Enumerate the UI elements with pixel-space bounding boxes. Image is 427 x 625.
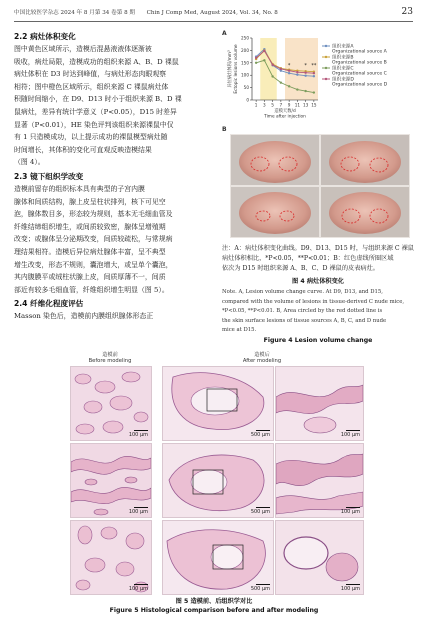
data-point (296, 74, 298, 76)
body-text-line: 积随时间缩小，在 D9、D13 时小于组织来源 B、D 裸 (14, 95, 182, 104)
body-text-line: Masson 染色后，造模前内膜组织腺体形态正 (14, 312, 154, 321)
figure-4-note-en (222, 288, 414, 336)
caption-line: *P<0.05, **P<0.01. B, Area circled by the red dotted line is (222, 308, 383, 315)
body-text-line: 增生改变，形态不规则，囊泡增大，或呈单个囊泡， (14, 260, 173, 269)
y-tick-label: 250 (241, 35, 249, 41)
after-histology-1-high (275, 366, 364, 441)
caption-line: mice at D15. (222, 327, 257, 334)
page-number: 23 (401, 7, 413, 17)
y-tick-label: 150 (241, 60, 249, 66)
data-point (255, 57, 257, 59)
mouse-photo-c (231, 187, 319, 237)
scale-label: 500 μm (250, 432, 270, 438)
body-text-line: 部近有较多毛细血管，纤维组织增生明显（图 5）。 (14, 285, 169, 294)
x-axis-title-en: Time after injection (264, 114, 306, 120)
legend-marker (325, 56, 327, 58)
data-point (313, 91, 315, 93)
body-text-line: 其内腹膜平或绒柱状腺上皮，间质厚薄不一，间质 (14, 273, 166, 282)
caption-line: 依次为 D15 时组织来源 A、B、C、D 裸鼠的皮表病灶。 (222, 265, 379, 272)
data-point (255, 62, 257, 64)
mouse-photo-grid (230, 134, 410, 238)
before-histology-2 (70, 443, 152, 518)
y-tick-label: 100 (241, 72, 249, 78)
section-2-3-title: 2.3 镜下组织学改变 (14, 171, 84, 181)
scale-label: 100 μm (340, 586, 360, 592)
x-tick-label: 11 (294, 102, 301, 108)
data-point (280, 81, 282, 83)
scale-label: 100 μm (128, 586, 148, 592)
y-tick-label: 0 (246, 97, 249, 103)
legend-label-cn: 组织来源A (332, 44, 354, 50)
body-text-line: 时间增长，其体积的变化可直观反映造模结果 (14, 145, 152, 154)
y-tick-label: 50 (243, 85, 249, 91)
after-histology-2-low (162, 443, 274, 518)
section-2-4-title: 2.4 纤维化程度评估 (14, 299, 84, 309)
legend-label-en: Organizational source B (332, 60, 387, 66)
after-label-cn: 造模后 (254, 352, 270, 358)
figure-5 (62, 351, 366, 619)
after-histology-3-low (162, 520, 274, 595)
journal-title-en: Chin J Comp Med, August 2024, Vol. 34, No. 8 (146, 10, 278, 16)
body-text-line: 相符；图中橙色区域所示，组织来源 C 裸鼠病灶体 (14, 82, 169, 91)
body-text-line: 造模前留存的组织标本具有典型的子宫内膜 (14, 184, 145, 193)
legend-label-en: Organizational source D (332, 82, 388, 88)
data-point (263, 50, 265, 52)
body-text-line: 改变；或腺体呈分泌期改变，间质较疏松，与常规病 (14, 235, 173, 244)
legend-label-en: Organizational source C (332, 71, 387, 77)
x-tick-label: 7 (279, 102, 283, 108)
mouse-photo-b (321, 135, 409, 185)
legend-label-cn: 组织来源B (332, 55, 354, 61)
mouse-photos (230, 134, 410, 238)
data-point (288, 72, 290, 74)
data-point (271, 75, 273, 77)
mouse-photo-d (321, 187, 409, 237)
x-tick-label: 13 (302, 102, 309, 108)
body-text-line: 泡，腺体数目多，形态较为规则，基本无毛细血管及 (14, 210, 173, 219)
y-tick-label: 200 (241, 47, 249, 53)
x-tick-label: 1 (254, 102, 258, 108)
caption-line: compared with the volume of lesions in tissue-derived C nude mice, (222, 298, 405, 305)
body-text-line: 理结果相符。造模后异位病灶腺体丰富，呈不典型 (14, 247, 166, 256)
figure-4 (222, 30, 414, 344)
panel-b-label: B (222, 126, 227, 133)
body-text-line: 有 1 只造模成功，以上提示成功的裸鼠模型病灶随 (14, 133, 168, 142)
figure-5-title-cn: 图 5 造模前、后组织学对比 (175, 598, 253, 605)
figure-4-title-cn: 图 4 病灶体积变化 (292, 278, 344, 285)
legend-label-en: Organizational source A (332, 49, 387, 55)
x-tick-label: 3 (263, 102, 266, 108)
data-point (304, 72, 306, 74)
after-histology-1-low (162, 366, 274, 441)
figure-4-note-cn (222, 244, 414, 274)
after-histology-2-high (275, 443, 364, 518)
body-text-line: 病灶体积在 D3 时达到峰值，与病灶形态肉眼观察 (14, 70, 167, 79)
legend-marker (325, 45, 327, 47)
caption-line: 病灶体积相比，*P<0.05，**P<0.01；B：红色虚线所圈区域 (222, 255, 394, 262)
body-text-line: 图中黄色区域所示，造模后混悬液液体逐渐被 (14, 45, 152, 53)
scale-label: 100 μm (340, 432, 360, 438)
before-label-cn: 造模前 (102, 352, 118, 358)
data-point (288, 85, 290, 87)
legend-label-cn: 组织来源C (332, 66, 354, 72)
data-point (296, 71, 298, 73)
data-point (263, 59, 265, 61)
data-point (313, 72, 315, 74)
x-axis-title-cn: 造模天数/d (274, 109, 296, 114)
data-point (280, 68, 282, 70)
y-axis-title-en: Ectopic lesions volume (234, 44, 239, 94)
after-histology-3-high (275, 520, 364, 595)
after-label-en: After modeling (242, 358, 282, 364)
panel-a-label: A (222, 30, 227, 37)
data-point (313, 75, 315, 77)
figure-5-title-en: Figure 5 Histological comparison before and after modeling (109, 607, 319, 614)
significance-mark: * (287, 63, 291, 69)
scale-label: 100 μm (128, 432, 148, 438)
journal-title-cn: 中国比较医学杂志 2024 年 8 月第 34 卷第 8 期 (14, 10, 136, 16)
data-point (304, 74, 306, 76)
x-tick-label: 5 (271, 102, 274, 108)
body-text-line: 腺体和间质结构，腺上皮呈柱状排列，核下可见空 (14, 197, 166, 206)
data-point (304, 90, 306, 92)
running-header (14, 8, 278, 16)
y-axis-title-cn: 异位病灶体积/mm³ (228, 50, 233, 88)
legend-label-cn: 组织来源D (332, 77, 354, 83)
body-text-line: 纤维结缔组织增生，或间质较致密，腺体呈增殖期 (14, 222, 166, 231)
legend-marker (325, 67, 327, 69)
significance-mark: ** (311, 63, 317, 69)
left-column (14, 30, 214, 323)
before-histology-3 (70, 520, 152, 595)
data-point (271, 64, 273, 66)
significance-mark: * (304, 63, 307, 69)
mouse-photo-a (231, 135, 319, 185)
before-label-en: Before modeling (88, 358, 132, 364)
data-point (296, 88, 298, 90)
section-2-2-title: 2.2 病灶体积变化 (14, 32, 76, 41)
body-text-line: 显著（P<0.01），HE 染色评判该组织来源裸鼠中仅 (14, 120, 174, 129)
caption-line: Note. A, Lesion volume change curve. At D9, D13, and D15, (222, 289, 383, 295)
scale-label: 100 μm (128, 509, 148, 515)
x-tick-label: 9 (287, 102, 291, 108)
section-2-4-body (14, 310, 214, 323)
header-rule (14, 21, 413, 22)
body-text-line: （图 4）。 (14, 158, 45, 167)
section-2-2-body (14, 43, 214, 169)
scale-label: 100 μm (340, 509, 360, 515)
figure-4-title-en: Figure 4 Lesion volume change (263, 337, 373, 344)
scale-label: 500 μm (250, 586, 270, 592)
caption-line: 注：A：病灶体积变化曲线。D9、D13、D15 时，与组织来源 C 裸鼠 (222, 245, 414, 252)
body-text-line: 鼠病灶，差异有统计学意义（P<0.05），D15 时差异 (14, 107, 177, 116)
before-histology-1 (70, 366, 152, 441)
scale-label: 500 μm (250, 509, 270, 515)
caption-line: the skin surface lesions of tissue sources A, B, C, and D nude (222, 317, 387, 324)
legend-marker (325, 78, 327, 80)
section-2-3-body (14, 183, 214, 296)
x-tick-label: 15 (311, 102, 317, 108)
data-point (288, 70, 290, 72)
body-text-line: 吸收，病灶局限，造模成功的组织来源 A、B、D 裸鼠 (14, 57, 179, 66)
lesion-volume-chart (222, 32, 414, 124)
